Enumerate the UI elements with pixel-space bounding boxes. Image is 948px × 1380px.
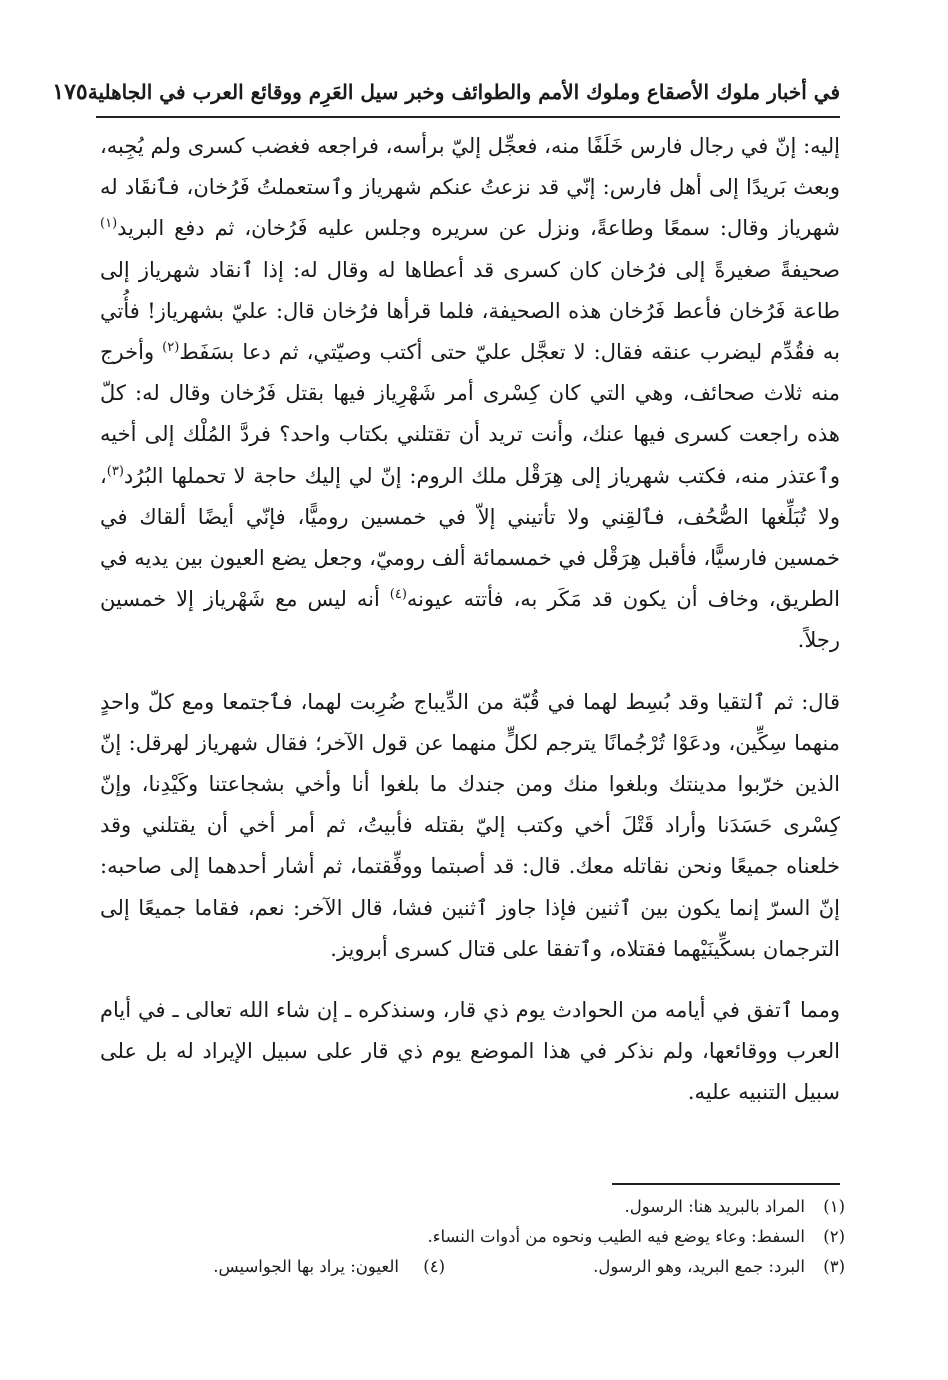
footnote-ref-3: (٣) xyxy=(106,463,124,479)
footnote-1-text: المراد بالبريد هنا: الرسول. xyxy=(624,1197,805,1216)
footnote-3-text: البرد: جمع البريد، وهو الرسول. xyxy=(593,1257,805,1276)
footnote-3-4-row xyxy=(100,1252,845,1282)
footnote-4-number: (٤) xyxy=(423,1257,445,1276)
running-title: في أخبار ملوك الأصقاع وملوك الأمم والطوائف وخبر سيل العَرِم ووقائع العرب في الجاهلية xyxy=(87,80,840,104)
paragraph-3: ومما ٱتفق في أيامه من الحوادث يوم ذي قار، وسنذكره ـ إن شاء الله تعالى ـ في أيام العرب ووقائعها، ولم نذكر في هذا الموضع يوم ذي قار على سبيل الإيراد له بل على سبيل التنبيه عليه. xyxy=(100,998,840,1105)
footnote-1 xyxy=(100,1192,845,1222)
paragraph-1-segment-2: صحيفةً صغيرةً إلى فرُخان كان كسرى قد أعطاها له وقال له: إذا ٱنقاد شهرياز إلى طاعة فَرُخان فأعط فَرُخان هذه الصحيفة، فلما قرأها فرُخان قال: عليّ بشهرياز! فأُتي به فقُدِّم ليضرب عنقه فقال: لا تعجَّل عليّ حتى أكتب وصيّتي، ثم دعا بسَفَط xyxy=(100,257,840,365)
paragraph-1-segment-1: إليه: إنّ في رجال فارس خَلَفًا منه، فعجِّل إليّ برأسه، فراجعه فغضب كسرى ولم يُجِبه، وبعث بَريدًا إلى أهل فارس: إنّي قد نزعتُ عنكم شهرياز وٱستعملتُ فَرُخان، فٱنقَاد له شهرياز وقال: سمعًا وطاعةً، ونزل عن سريره وجلس عليه فَرُخان، ثم دفع البريد xyxy=(100,134,840,241)
footnote-1-number: (١) xyxy=(823,1197,845,1216)
footnote-divider xyxy=(612,1183,840,1185)
paragraph-1-segment-5: أنه ليس مع شَهْرياز إلا خمسين رجلاً. xyxy=(100,587,840,653)
page-number: ١٧٥ xyxy=(52,79,88,105)
paragraph-1-segment-3: وأخرج منه ثلاث صحائف، وهي التي كان كِسْرى أمر شَهْرِياز فيها بقتل فَرُخان وقال له: كلّ هذه راجعت كسرى فيها عنك، وأنت تريد أن تقتلني بكتاب واحد؟ فردَّ المُلْك إلى أخيه وٱعتذر منه، فكتب شهرياز إلى هِرَقْل ملك الروم: إنّ لي إليك حاجة لا تحملها البُرُد xyxy=(100,340,840,488)
footnote-2 xyxy=(100,1222,845,1252)
main-text xyxy=(100,126,840,1114)
footnote-2-text: السفط: وعاء يوضع فيه الطيب ونحوه من أدوات النساء. xyxy=(427,1227,805,1246)
footnotes xyxy=(100,1192,845,1282)
footnote-ref-2: (٢) xyxy=(162,340,180,356)
paragraph-1-segment-4: ، ولا تُبَلِّغها الصُّحُف، فٱلقِني ولا تأتيني إلاّ في خمسين روميًّا، فإنّي أيضًا ألقاك في خمسين فارسيًّا، فأقبل هِرَقْل في خمسمائة ألف روميّ، وجعل يضع العيون بين يديه في الطريق، وخاف أن يكون قد مَكَر به، فأتته عيونه xyxy=(100,463,840,612)
footnote-2-number: (٢) xyxy=(823,1227,845,1246)
footnote-ref-1: (١) xyxy=(100,216,118,232)
footnote-4-text: العيون: يراد بها الجواسيس. xyxy=(213,1257,399,1276)
paragraph-2: قال: ثم ٱلتقيا وقد بُسِط لهما في قُبّة من الدِّيباج ضُرِبت لهما، فٱجتمعا ومع كلّ واحدٍ منهما سِكِّين، ودعَوْا تُرْجُمانًا يترجم لكلٍّ منهما عن قول الآخر؛ فقال شهرياز لهرقل: إنّ الذين خرّبوا مدينتك وبلغوا منك ومن جندك ما بلغوا أنا وأخي بشجاعتنا وكَيْدِنا، وإنّ كِسْرى حَسَدَنا وأراد قَتْلَ أخي وكتب إليّ بقتله فأبيتُ، ثم أمر أخي أن يقتلني وقد خلعناه جميعًا ونحن نقاتله معك. قال: قد أصبتما ووفِّقتما، ثم أشار أحدهما إلى صاحبه: إنّ السرّ إنما يكون بين ٱثنين فإذا جاوز ٱثنين فشا، قال الآخر: نعم، فقاما جميعًا إلى الترجمان بسكِّينَيْهما فقتلاه، وٱتفقا على قتال كسرى أبرويز. xyxy=(100,689,840,961)
header-divider xyxy=(96,116,840,118)
footnote-3-number: (٣) xyxy=(823,1257,845,1276)
paragraph-1 xyxy=(100,126,840,662)
footnote-ref-4: (٤) xyxy=(389,587,407,603)
running-header xyxy=(52,70,840,114)
